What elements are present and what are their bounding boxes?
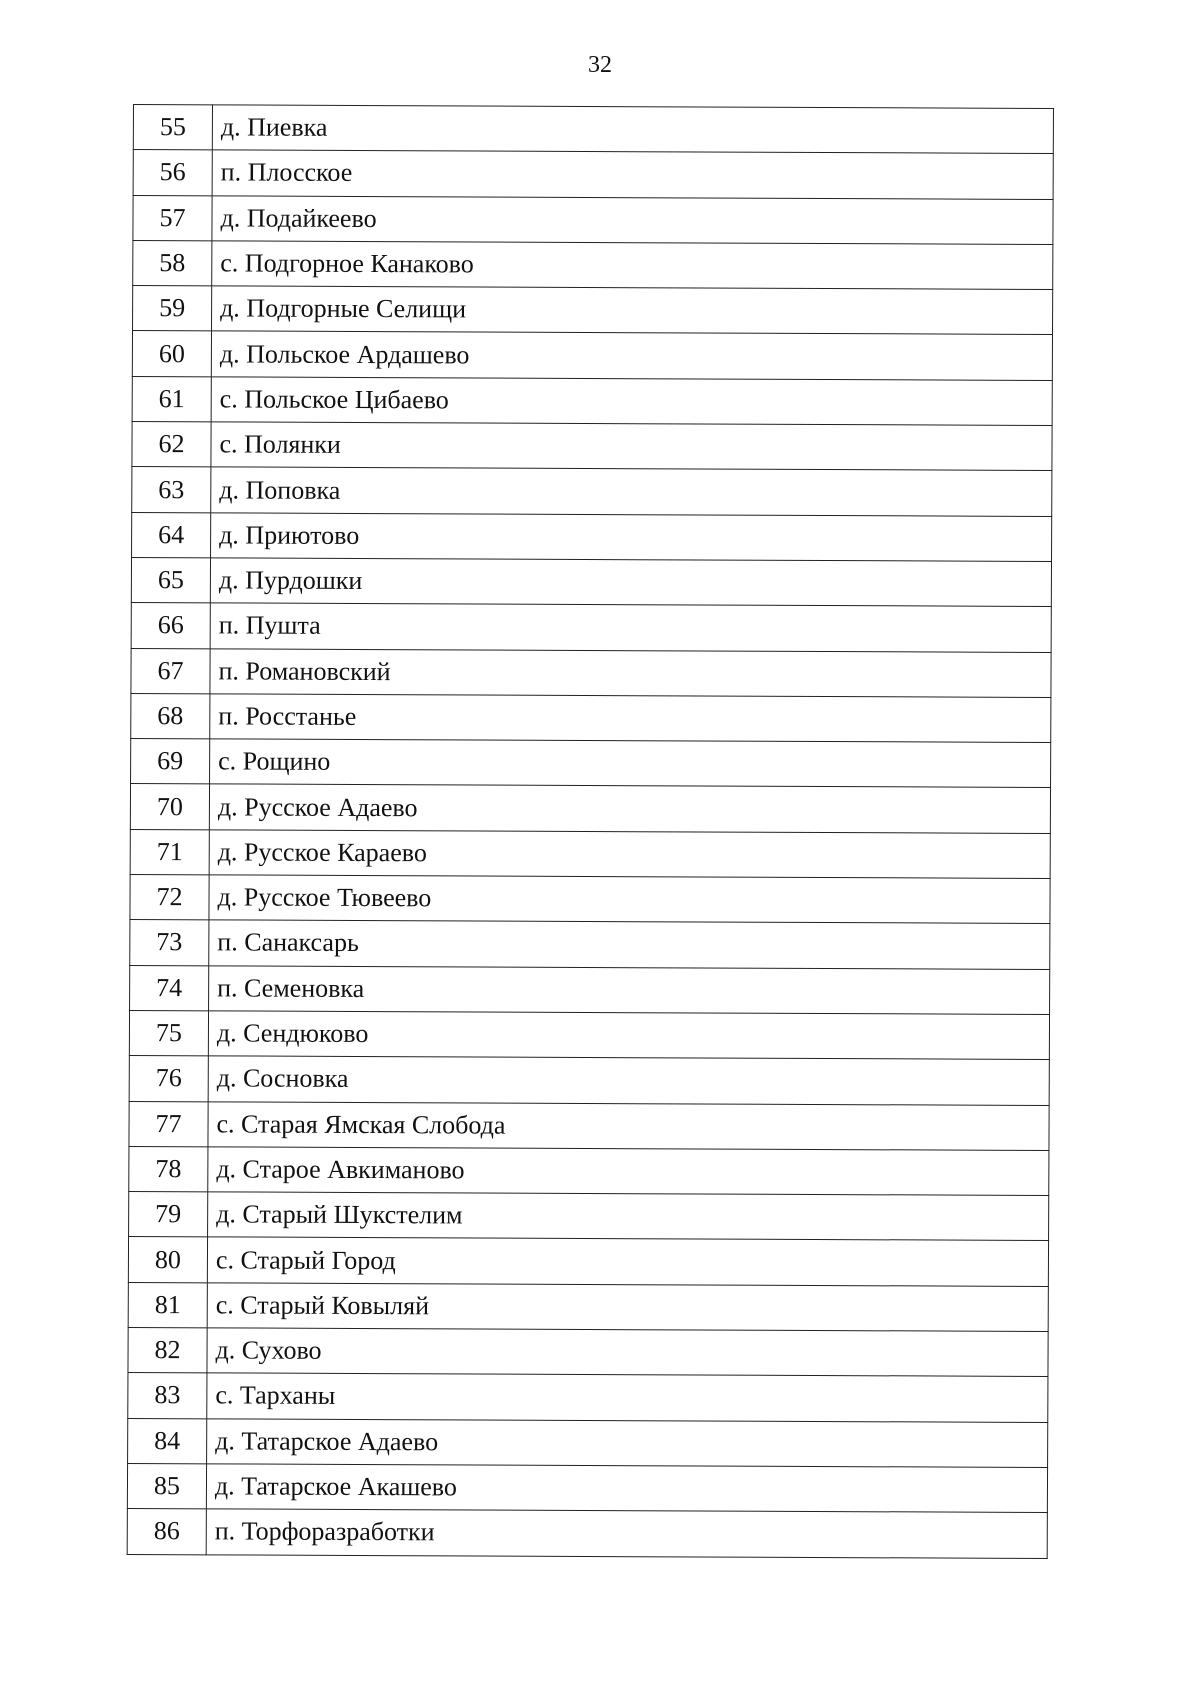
- row-number: 69: [131, 739, 210, 785]
- row-number: 71: [130, 829, 209, 875]
- table-row: [132, 512, 1052, 561]
- settlement-name: д. Татарское Адаево: [207, 1418, 1048, 1467]
- table-row: [130, 920, 1050, 969]
- page-number: 32: [588, 52, 612, 78]
- table-row: [129, 1010, 1049, 1059]
- settlement-name: д. Подайкеево: [212, 195, 1053, 244]
- row-number: 70: [130, 784, 209, 830]
- settlement-name: д. Сендюково: [208, 1011, 1049, 1060]
- settlements-table: [127, 104, 1054, 1559]
- settlement-name: п. Плосское: [212, 150, 1053, 199]
- row-number: 76: [129, 1056, 208, 1102]
- row-number: 81: [128, 1282, 207, 1328]
- row-number: 85: [127, 1463, 206, 1509]
- table-row: [133, 195, 1053, 244]
- settlement-name: с. Подгорное Канаково: [212, 241, 1053, 290]
- settlement-name: д. Сосновка: [208, 1056, 1049, 1105]
- settlement-name: д. Поповка: [211, 467, 1052, 516]
- settlement-name: п. Пушта: [210, 603, 1051, 652]
- settlement-name: д. Русское Тювеево: [209, 875, 1050, 924]
- row-number: 86: [127, 1509, 206, 1555]
- row-number: 78: [129, 1146, 208, 1192]
- table-row: [129, 1192, 1049, 1241]
- row-number: 63: [132, 467, 211, 513]
- table-row: [128, 1282, 1048, 1331]
- settlement-name: д. Пурдошки: [210, 558, 1051, 607]
- row-number: 58: [133, 240, 212, 286]
- row-number: 80: [128, 1237, 207, 1283]
- table-row: [132, 331, 1052, 380]
- table-row: [130, 784, 1050, 833]
- table-row: [128, 1373, 1048, 1422]
- table-row: [132, 422, 1052, 471]
- row-number: 62: [132, 422, 211, 468]
- table-row: [129, 1056, 1049, 1105]
- table-row: [130, 875, 1050, 924]
- settlement-name: д. Русское Караево: [209, 830, 1050, 879]
- table-row: [131, 693, 1051, 742]
- row-number: 77: [129, 1101, 208, 1147]
- row-number: 83: [128, 1373, 207, 1419]
- table-row: [133, 240, 1053, 289]
- row-number: 74: [130, 965, 209, 1011]
- row-number: 82: [128, 1328, 207, 1374]
- row-number: 68: [131, 693, 210, 739]
- settlement-name: п. Росстанье: [210, 694, 1051, 743]
- settlement-name: д. Польское Ардашево: [211, 331, 1052, 380]
- settlement-name: п. Санаксарь: [209, 920, 1050, 969]
- settlement-name: с. Старый Город: [207, 1237, 1048, 1286]
- settlement-name: с. Польское Цибаево: [211, 377, 1052, 426]
- settlements-table-body: [127, 105, 1053, 1559]
- table-row: [130, 965, 1050, 1014]
- settlement-name: с. Полянки: [211, 422, 1052, 471]
- settlement-name: д. Старый Шукстелим: [208, 1192, 1049, 1241]
- table-row: [128, 1328, 1048, 1377]
- table-row: [131, 648, 1051, 697]
- table-row: [127, 1509, 1047, 1558]
- table-row: [130, 829, 1050, 878]
- table-row: [131, 739, 1051, 788]
- row-number: 65: [131, 557, 210, 603]
- settlement-name: с. Старая Ямская Слобода: [208, 1101, 1049, 1150]
- table-row: [131, 557, 1051, 606]
- settlement-name: д. Приютово: [211, 513, 1052, 562]
- table-row: [132, 467, 1052, 516]
- row-number: 56: [133, 150, 212, 196]
- row-number: 84: [128, 1418, 207, 1464]
- settlement-name: с. Старый Ковыляй: [207, 1283, 1048, 1332]
- row-number: 57: [133, 195, 212, 241]
- table-row: [128, 1418, 1048, 1467]
- table-row: [133, 105, 1053, 154]
- settlement-name: д. Русское Адаево: [209, 784, 1050, 833]
- row-number: 55: [133, 105, 212, 151]
- row-number: 61: [132, 376, 211, 422]
- row-number: 72: [130, 875, 209, 921]
- settlement-name: д. Сухово: [207, 1328, 1048, 1377]
- settlement-name: п. Семеновка: [209, 965, 1050, 1014]
- row-number: 73: [130, 920, 209, 966]
- table-row: [131, 603, 1051, 652]
- row-number: 59: [133, 286, 212, 332]
- settlement-name: д. Пиевка: [212, 105, 1053, 154]
- row-number: 60: [132, 331, 211, 377]
- row-number: 66: [131, 603, 210, 649]
- table-row: [129, 1101, 1049, 1150]
- row-number: 67: [131, 648, 210, 694]
- settlement-name: п. Торфоразработки: [206, 1509, 1047, 1558]
- table-row: [133, 286, 1053, 335]
- table-row: [127, 1463, 1047, 1512]
- table-row: [133, 150, 1053, 199]
- settlement-name: с. Рощино: [210, 739, 1051, 788]
- settlement-name: д. Татарское Акашево: [206, 1464, 1047, 1513]
- table-row: [129, 1146, 1049, 1195]
- settlement-name: с. Тарханы: [207, 1373, 1048, 1422]
- row-number: 75: [129, 1010, 208, 1056]
- row-number: 64: [132, 512, 211, 558]
- row-number: 79: [129, 1192, 208, 1238]
- settlement-name: д. Подгорные Селищи: [212, 286, 1053, 335]
- settlement-name: д. Старое Авкиманово: [208, 1147, 1049, 1196]
- table-row: [132, 376, 1052, 425]
- settlement-name: п. Романовский: [210, 648, 1051, 697]
- table-row: [128, 1237, 1048, 1286]
